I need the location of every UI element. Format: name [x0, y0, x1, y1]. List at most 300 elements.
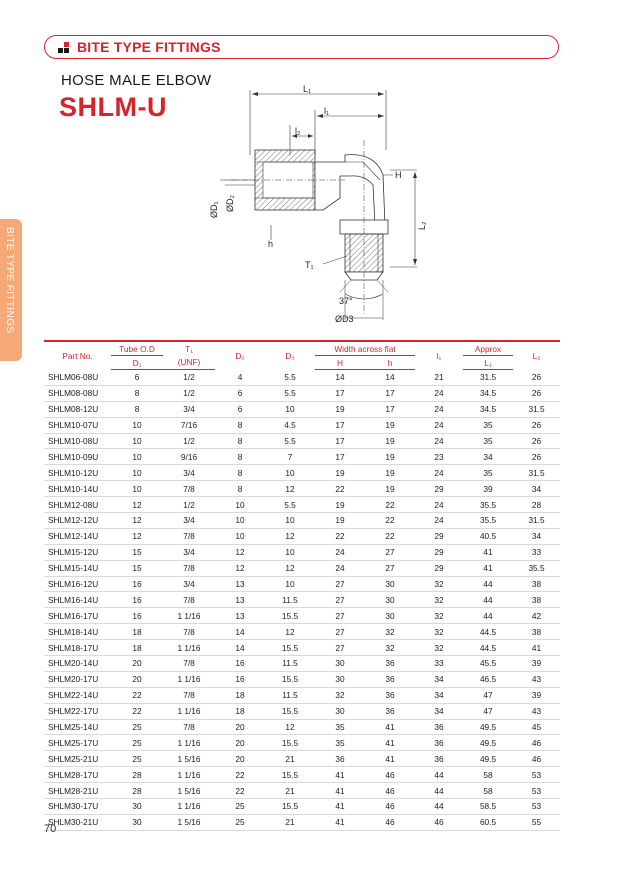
- cell-part-no: SHLM15-14U: [44, 560, 111, 576]
- cell-d3: 21: [265, 751, 315, 767]
- cell-h: 14: [365, 370, 415, 386]
- cell-l1: 32: [415, 624, 463, 640]
- cell-h: 41: [365, 751, 415, 767]
- cell-h: 36: [365, 703, 415, 719]
- header-unf: (UNF): [163, 356, 215, 370]
- cell-part-no: SHLM16-14U: [44, 592, 111, 608]
- cell-d2: 14: [215, 624, 265, 640]
- cell-part-no: SHLM25-21U: [44, 751, 111, 767]
- cell-t1: 7/16: [163, 417, 215, 433]
- cell-d3: 15.5: [265, 703, 315, 719]
- label-H: H: [395, 170, 402, 180]
- cell-H: 19: [315, 465, 365, 481]
- cell-L1: 44: [463, 608, 513, 624]
- cell-d2: 4: [215, 370, 265, 386]
- cell-H: 19: [315, 497, 365, 513]
- cell-d2: 6: [215, 401, 265, 417]
- cell-t1: 7/8: [163, 656, 215, 672]
- cell-L2: 55: [513, 814, 560, 830]
- cell-t1: 1 1/16: [163, 671, 215, 687]
- cell-L1: 41: [463, 544, 513, 560]
- cell-l1: 29: [415, 528, 463, 544]
- cell-L1: 35: [463, 465, 513, 481]
- cell-d2: 22: [215, 767, 265, 783]
- cell-d2: 10: [215, 513, 265, 529]
- cell-d2: 12: [215, 560, 265, 576]
- cell-d3: 15.5: [265, 767, 315, 783]
- cell-d1: 10: [111, 449, 163, 465]
- cell-H: 27: [315, 608, 365, 624]
- cell-L1: 40.5: [463, 528, 513, 544]
- cell-L1: 41: [463, 560, 513, 576]
- cell-t1: 3/4: [163, 544, 215, 560]
- cell-d2: 8: [215, 481, 265, 497]
- cell-L2: 31.5: [513, 465, 560, 481]
- cell-d3: 5.5: [265, 433, 315, 449]
- cell-L1: 35: [463, 433, 513, 449]
- cell-h: 27: [365, 560, 415, 576]
- cell-part-no: SHLM12-14U: [44, 528, 111, 544]
- header-d3: D₃: [265, 341, 315, 370]
- cell-t1: 7/8: [163, 481, 215, 497]
- cell-h: 22: [365, 497, 415, 513]
- cell-h: 41: [365, 735, 415, 751]
- cell-t1: 3/4: [163, 513, 215, 529]
- cell-d1: 28: [111, 783, 163, 799]
- squares-icon: [58, 42, 70, 54]
- label-h: h: [268, 239, 274, 249]
- side-tab: [0, 219, 22, 361]
- technical-drawing: [205, 80, 445, 330]
- cell-L2: 45: [513, 719, 560, 735]
- table-row: [44, 640, 560, 656]
- cell-t1: 7/8: [163, 560, 215, 576]
- cell-d1: 18: [111, 624, 163, 640]
- cell-d2: 25: [215, 799, 265, 815]
- cell-H: 27: [315, 624, 365, 640]
- cell-part-no: SHLM30-17U: [44, 799, 111, 815]
- dimensions-table: [44, 340, 560, 831]
- cell-part-no: SHLM18-14U: [44, 624, 111, 640]
- cell-d1: 8: [111, 401, 163, 417]
- cell-h: 27: [365, 544, 415, 560]
- cell-d3: 10: [265, 576, 315, 592]
- label-L1: L₁: [303, 84, 312, 94]
- cell-h: 46: [365, 767, 415, 783]
- table-row: [44, 370, 560, 386]
- cell-L2: 34: [513, 481, 560, 497]
- table-row: [44, 497, 560, 513]
- table-row: [44, 513, 560, 529]
- cell-l1: 24: [415, 497, 463, 513]
- cell-L1: 58: [463, 783, 513, 799]
- cell-L1: 60.5: [463, 814, 513, 830]
- cell-h: 19: [365, 481, 415, 497]
- cell-t1: 9/16: [163, 449, 215, 465]
- cell-H: 41: [315, 783, 365, 799]
- cell-d3: 10: [265, 544, 315, 560]
- cell-t1: 3/4: [163, 401, 215, 417]
- cell-d1: 12: [111, 528, 163, 544]
- cell-L2: 31.5: [513, 513, 560, 529]
- cell-L2: 42: [513, 608, 560, 624]
- cell-l1: 29: [415, 544, 463, 560]
- cell-d3: 15.5: [265, 671, 315, 687]
- cell-d2: 16: [215, 656, 265, 672]
- cell-part-no: SHLM10-12U: [44, 465, 111, 481]
- cell-L2: 41: [513, 640, 560, 656]
- cell-part-no: SHLM10-07U: [44, 417, 111, 433]
- table-row: [44, 608, 560, 624]
- header-h: h: [365, 356, 415, 370]
- section-title: BITE TYPE FITTINGS: [77, 39, 221, 55]
- table-row: [44, 671, 560, 687]
- table-row: [44, 544, 560, 560]
- cell-d2: 8: [215, 449, 265, 465]
- cell-L2: 26: [513, 433, 560, 449]
- cell-d2: 10: [215, 497, 265, 513]
- table-row: [44, 703, 560, 719]
- cell-d1: 10: [111, 433, 163, 449]
- cell-d3: 12: [265, 528, 315, 544]
- cell-part-no: SHLM08-12U: [44, 401, 111, 417]
- cell-H: 35: [315, 719, 365, 735]
- cell-H: 24: [315, 544, 365, 560]
- cell-t1: 7/8: [163, 624, 215, 640]
- cell-H: 41: [315, 767, 365, 783]
- label-angle: 37°: [339, 296, 353, 306]
- cell-l1: 33: [415, 656, 463, 672]
- cell-L1: 47: [463, 703, 513, 719]
- cell-d2: 12: [215, 544, 265, 560]
- cell-L1: 44.5: [463, 624, 513, 640]
- cell-d1: 22: [111, 703, 163, 719]
- cell-t1: 1 1/16: [163, 703, 215, 719]
- cell-part-no: SHLM25-14U: [44, 719, 111, 735]
- table-row: [44, 719, 560, 735]
- cell-L2: 46: [513, 751, 560, 767]
- cell-d3: 15.5: [265, 735, 315, 751]
- cell-h: 19: [365, 465, 415, 481]
- cell-L2: 34: [513, 528, 560, 544]
- cell-d2: 25: [215, 814, 265, 830]
- cell-L2: 53: [513, 767, 560, 783]
- table-row: [44, 481, 560, 497]
- table-row: [44, 656, 560, 672]
- cell-L1: 35.5: [463, 513, 513, 529]
- cell-l1: 23: [415, 449, 463, 465]
- cell-L1: 45.5: [463, 656, 513, 672]
- header-L2: L₂: [513, 341, 560, 370]
- table-row: [44, 751, 560, 767]
- cell-d1: 10: [111, 417, 163, 433]
- cell-t1: 3/4: [163, 576, 215, 592]
- label-T1: T₁: [305, 260, 314, 270]
- cell-h: 36: [365, 687, 415, 703]
- cell-l1: 44: [415, 799, 463, 815]
- cell-L1: 34: [463, 449, 513, 465]
- cell-L2: 39: [513, 687, 560, 703]
- cell-h: 19: [365, 433, 415, 449]
- header-width-across-flat: Width across flat: [315, 341, 415, 356]
- cell-H: 30: [315, 703, 365, 719]
- cell-L1: 49.5: [463, 719, 513, 735]
- cell-H: 41: [315, 799, 365, 815]
- cell-d1: 25: [111, 735, 163, 751]
- cell-d1: 12: [111, 497, 163, 513]
- cell-L2: 26: [513, 449, 560, 465]
- cell-l1: 24: [415, 433, 463, 449]
- cell-d1: 22: [111, 687, 163, 703]
- cell-part-no: SHLM28-17U: [44, 767, 111, 783]
- cell-d1: 20: [111, 671, 163, 687]
- header-d2: D₂: [215, 341, 265, 370]
- cell-H: 17: [315, 385, 365, 401]
- cell-l1: 24: [415, 513, 463, 529]
- cell-d3: 4.5: [265, 417, 315, 433]
- cell-d3: 15.5: [265, 640, 315, 656]
- cell-H: 22: [315, 481, 365, 497]
- cell-part-no: SHLM20-17U: [44, 671, 111, 687]
- cell-d2: 16: [215, 671, 265, 687]
- cell-t1: 3/4: [163, 465, 215, 481]
- cell-d3: 12: [265, 624, 315, 640]
- cell-part-no: SHLM10-08U: [44, 433, 111, 449]
- header-approx: Approx: [463, 341, 513, 356]
- cell-part-no: SHLM12-12U: [44, 513, 111, 529]
- cell-d3: 15.5: [265, 799, 315, 815]
- cell-part-no: SHLM16-17U: [44, 608, 111, 624]
- cell-l1: 29: [415, 560, 463, 576]
- cell-L2: 46: [513, 735, 560, 751]
- cell-part-no: SHLM22-17U: [44, 703, 111, 719]
- cell-l1: 36: [415, 719, 463, 735]
- cell-L2: 28: [513, 497, 560, 513]
- header-H: H: [315, 356, 365, 370]
- cell-d2: 8: [215, 465, 265, 481]
- table-row: [44, 592, 560, 608]
- cell-d2: 20: [215, 719, 265, 735]
- cell-d1: 15: [111, 544, 163, 560]
- cell-d1: 30: [111, 799, 163, 815]
- table-row: [44, 465, 560, 481]
- table-row: [44, 783, 560, 799]
- cell-l1: 32: [415, 608, 463, 624]
- cell-t1: 7/8: [163, 528, 215, 544]
- table-row: [44, 433, 560, 449]
- cell-part-no: SHLM08-08U: [44, 385, 111, 401]
- side-tab-label: BITE TYPE FITTINGS: [4, 227, 15, 334]
- cell-l1: 34: [415, 671, 463, 687]
- cell-t1: 1 1/16: [163, 799, 215, 815]
- cell-L2: 53: [513, 783, 560, 799]
- cell-d1: 30: [111, 814, 163, 830]
- cell-H: 17: [315, 417, 365, 433]
- table-row: [44, 417, 560, 433]
- table-row: [44, 624, 560, 640]
- cell-part-no: SHLM15-12U: [44, 544, 111, 560]
- cell-l1: 24: [415, 401, 463, 417]
- cell-h: 46: [365, 814, 415, 830]
- cell-L2: 43: [513, 671, 560, 687]
- cell-d3: 10: [265, 401, 315, 417]
- table-row: [44, 799, 560, 815]
- cell-d3: 12: [265, 560, 315, 576]
- cell-t1: 1/2: [163, 433, 215, 449]
- cell-H: 35: [315, 735, 365, 751]
- cell-L1: 31.5: [463, 370, 513, 386]
- cell-d1: 18: [111, 640, 163, 656]
- cell-d3: 5.5: [265, 370, 315, 386]
- cell-d2: 18: [215, 687, 265, 703]
- cell-t1: 1 5/16: [163, 814, 215, 830]
- table-row: [44, 401, 560, 417]
- cell-t1: 1 1/16: [163, 608, 215, 624]
- cell-part-no: SHLM18-17U: [44, 640, 111, 656]
- cell-L1: 49.5: [463, 735, 513, 751]
- cell-d1: 25: [111, 719, 163, 735]
- cell-d1: 15: [111, 560, 163, 576]
- cell-part-no: SHLM06-08U: [44, 370, 111, 386]
- header-L1: L₁: [463, 356, 513, 370]
- cell-part-no: SHLM20-14U: [44, 656, 111, 672]
- cell-L1: 44: [463, 592, 513, 608]
- cell-l1: 34: [415, 687, 463, 703]
- cell-L2: 38: [513, 624, 560, 640]
- cell-d2: 6: [215, 385, 265, 401]
- cell-L2: 26: [513, 370, 560, 386]
- cell-d2: 20: [215, 735, 265, 751]
- cell-h: 41: [365, 719, 415, 735]
- cell-L2: 38: [513, 592, 560, 608]
- cell-t1: 7/8: [163, 719, 215, 735]
- cell-L1: 58.5: [463, 799, 513, 815]
- cell-t1: 1/2: [163, 370, 215, 386]
- cell-t1: 1 1/16: [163, 767, 215, 783]
- cell-d2: 8: [215, 433, 265, 449]
- product-model: SHLM-U: [59, 92, 167, 122]
- product-subtitle: HOSE MALE ELBOW: [61, 72, 212, 89]
- cell-L1: 39: [463, 481, 513, 497]
- cell-d1: 10: [111, 481, 163, 497]
- header-tube-od: Tube O.D: [111, 341, 163, 356]
- cell-l1: 44: [415, 783, 463, 799]
- cell-d1: 6: [111, 370, 163, 386]
- cell-t1: 1 1/16: [163, 640, 215, 656]
- cell-h: 17: [365, 385, 415, 401]
- table-row: [44, 687, 560, 703]
- table-row: [44, 767, 560, 783]
- cell-h: 22: [365, 528, 415, 544]
- cell-d2: 8: [215, 417, 265, 433]
- cell-H: 27: [315, 576, 365, 592]
- cell-L1: 34.5: [463, 401, 513, 417]
- cell-h: 36: [365, 671, 415, 687]
- cell-H: 30: [315, 656, 365, 672]
- cell-part-no: SHLM25-17U: [44, 735, 111, 751]
- cell-d1: 28: [111, 767, 163, 783]
- cell-L2: 43: [513, 703, 560, 719]
- section-banner: [44, 35, 559, 59]
- label-D1: ØD₁: [209, 201, 219, 218]
- cell-H: 36: [315, 751, 365, 767]
- cell-h: 30: [365, 576, 415, 592]
- cell-L1: 47: [463, 687, 513, 703]
- table-row: [44, 385, 560, 401]
- cell-h: 19: [365, 417, 415, 433]
- cell-t1: 7/8: [163, 687, 215, 703]
- cell-L2: 53: [513, 799, 560, 815]
- cell-d1: 16: [111, 592, 163, 608]
- cell-L1: 58: [463, 767, 513, 783]
- cell-l1: 44: [415, 767, 463, 783]
- label-l1: l₁: [324, 106, 330, 116]
- cell-L1: 35.5: [463, 497, 513, 513]
- cell-d2: 18: [215, 703, 265, 719]
- header-l1: l₁: [415, 341, 463, 370]
- cell-h: 46: [365, 799, 415, 815]
- cell-d3: 15.5: [265, 608, 315, 624]
- cell-part-no: SHLM10-14U: [44, 481, 111, 497]
- cell-h: 30: [365, 592, 415, 608]
- cell-L1: 49.5: [463, 751, 513, 767]
- cell-l1: 36: [415, 751, 463, 767]
- cell-t1: 1/2: [163, 497, 215, 513]
- cell-part-no: SHLM16-12U: [44, 576, 111, 592]
- cell-part-no: SHLM22-14U: [44, 687, 111, 703]
- cell-l1: 46: [415, 814, 463, 830]
- cell-d2: 13: [215, 576, 265, 592]
- cell-d1: 16: [111, 608, 163, 624]
- cell-t1: 1 1/16: [163, 735, 215, 751]
- cell-h: 32: [365, 640, 415, 656]
- cell-d1: 25: [111, 751, 163, 767]
- table-row: [44, 449, 560, 465]
- cell-h: 22: [365, 513, 415, 529]
- cell-d3: 5.5: [265, 497, 315, 513]
- cell-d3: 10: [265, 513, 315, 529]
- cell-d3: 5.5: [265, 385, 315, 401]
- cell-H: 41: [315, 814, 365, 830]
- cell-d3: 11.5: [265, 592, 315, 608]
- cell-L2: 38: [513, 576, 560, 592]
- cell-L2: 26: [513, 385, 560, 401]
- cell-l1: 29: [415, 481, 463, 497]
- cell-H: 19: [315, 401, 365, 417]
- cell-H: 14: [315, 370, 365, 386]
- header-t1: T₁: [163, 341, 215, 356]
- cell-d3: 12: [265, 481, 315, 497]
- table-row: [44, 528, 560, 544]
- cell-l1: 34: [415, 703, 463, 719]
- cell-h: 17: [365, 401, 415, 417]
- cell-d3: 12: [265, 719, 315, 735]
- cell-d2: 13: [215, 608, 265, 624]
- cell-t1: 7/8: [163, 592, 215, 608]
- cell-d3: 11.5: [265, 687, 315, 703]
- cell-d3: 10: [265, 465, 315, 481]
- cell-d3: 11.5: [265, 656, 315, 672]
- cell-l1: 32: [415, 576, 463, 592]
- label-D3: ØD3: [335, 314, 354, 324]
- cell-H: 27: [315, 592, 365, 608]
- cell-l1: 24: [415, 385, 463, 401]
- cell-d1: 12: [111, 513, 163, 529]
- header-d1: D₁: [111, 356, 163, 370]
- cell-d2: 22: [215, 783, 265, 799]
- cell-h: 30: [365, 608, 415, 624]
- cell-t1: 1/2: [163, 385, 215, 401]
